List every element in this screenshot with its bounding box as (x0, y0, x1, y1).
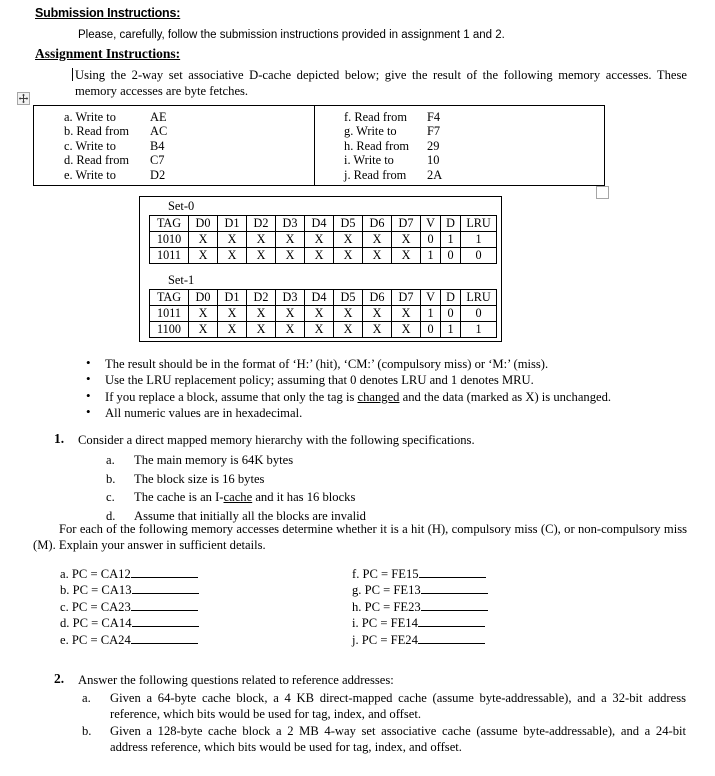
cell-d2: X (247, 232, 276, 248)
col-header-d1: D1 (218, 216, 247, 232)
table-row (150, 306, 497, 322)
cell-d4: X (305, 248, 334, 264)
access-value: 2A (427, 167, 443, 182)
table-row (150, 322, 497, 338)
pc-answer-blank[interactable] (132, 615, 199, 627)
q2-item (78, 723, 686, 756)
cell-d3: X (276, 306, 305, 322)
question-1-pc-right-column (352, 566, 488, 648)
pc-answer-row (60, 582, 199, 598)
cell-d7: X (392, 248, 421, 264)
access-label: b. Read from (64, 124, 130, 139)
cell-d6: X (363, 322, 392, 338)
access-label: d. Read from (64, 153, 130, 168)
cell-v: 0 (421, 232, 441, 248)
access-label: j. Read from (344, 167, 407, 182)
submission-instructions-text: Please, carefully, follow the submission instructions provided in assignment 1 and 2. (78, 29, 505, 41)
pc-label: a. PC = CA12 (60, 567, 131, 581)
cell-d7: X (392, 322, 421, 338)
access-label: c. Write to (64, 138, 116, 153)
cell-d6: X (363, 232, 392, 248)
spec-item (106, 451, 366, 470)
col-header-d2: D2 (247, 290, 276, 306)
question-2-items-list (78, 690, 686, 756)
cell-d1: X (218, 232, 247, 248)
rule-item (84, 356, 611, 372)
q2-label: b. (82, 723, 92, 738)
cell-d5: X (334, 306, 363, 322)
cache-diagram-box (139, 196, 502, 342)
q2-label: a. (82, 691, 91, 705)
pc-label: i. PC = FE14 (352, 616, 418, 631)
pc-label: b. PC = CA13 (60, 583, 132, 598)
pc-label: f. PC = FE15 (352, 567, 419, 581)
col-header-v: V (421, 290, 441, 306)
table-row (150, 232, 497, 248)
pc-answer-row (352, 566, 488, 582)
table-row (64, 110, 167, 124)
pc-answer-row (60, 566, 199, 582)
col-header-v: V (421, 216, 441, 232)
set-1-header-row (150, 290, 497, 306)
cell-d2: X (247, 306, 276, 322)
cell-dirty: 0 (441, 306, 461, 322)
pc-answer-blank[interactable] (418, 632, 485, 644)
pc-label: c. PC = CA23 (60, 599, 131, 614)
rule-text: Use the LRU replacement policy; assuming that 0 denotes LRU and 1 denotes MRU. (105, 373, 534, 388)
access-value: AC (150, 124, 168, 139)
cell-d3: X (276, 248, 305, 264)
pc-answer-blank[interactable] (419, 566, 486, 578)
memory-accesses-left-column (64, 110, 167, 182)
pc-answer-row (60, 599, 199, 615)
spec-label: a. (106, 453, 115, 467)
table-row (344, 168, 442, 182)
rule-text: All numeric values are in hexadecimal. (105, 405, 303, 420)
cell-v: 0 (421, 322, 441, 338)
col-header-dirty: D (441, 290, 461, 306)
table-row (64, 139, 167, 153)
access-label: f. Read from (344, 110, 407, 124)
col-header-d4: D4 (305, 216, 334, 232)
table-row (150, 248, 497, 264)
pc-answer-blank[interactable] (418, 615, 485, 627)
question-1-pc-left-column (60, 566, 199, 648)
cell-lru: 0 (461, 306, 497, 322)
pc-answer-row (60, 615, 199, 631)
cell-d4: X (305, 232, 334, 248)
cell-v: 1 (421, 306, 441, 322)
col-header-d0: D0 (189, 290, 218, 306)
q2-item (78, 690, 686, 723)
table-row (64, 124, 167, 138)
rule-text-part1: If you replace a block, assume that only the tag is (105, 389, 358, 404)
col-header-d2: D2 (247, 216, 276, 232)
set-1-label: Set-1 (168, 273, 195, 287)
col-header-d3: D3 (276, 290, 305, 306)
rule-item (84, 389, 611, 405)
spec-underlined-word: cache (223, 490, 253, 505)
col-header-d4: D4 (305, 290, 334, 306)
spec-text: Assume that initially all the blocks are invalid (134, 508, 366, 523)
pc-answer-blank[interactable] (132, 582, 199, 594)
pc-label: d. PC = CA14 (60, 616, 132, 631)
cell-d3: X (276, 322, 305, 338)
pc-answer-blank[interactable] (421, 599, 488, 611)
cell-d2: X (247, 248, 276, 264)
table-row (64, 168, 167, 182)
cell-lru: 1 (461, 232, 497, 248)
cell-tag: 1011 (150, 306, 189, 322)
cell-d1: X (218, 248, 247, 264)
cell-d6: X (363, 306, 392, 322)
access-value: 10 (427, 153, 440, 168)
pc-answer-blank[interactable] (131, 566, 198, 578)
set-0-label: Set-0 (168, 199, 195, 213)
question-1-specs-list (106, 451, 366, 525)
pc-label: e. PC = CA24 (60, 632, 131, 647)
set-1-table (149, 289, 497, 338)
spec-label: c. (106, 490, 115, 505)
cell-tag: 1010 (150, 232, 189, 248)
col-header-lru: LRU (461, 216, 497, 232)
table-resize-handle-icon[interactable] (596, 186, 609, 199)
cell-dirty: 1 (441, 322, 461, 338)
spec-item (106, 470, 366, 489)
cell-d1: X (218, 322, 247, 338)
pc-answer-blank[interactable] (131, 632, 198, 644)
cell-d0: X (189, 248, 218, 264)
col-header-tag: TAG (150, 216, 189, 232)
cell-d0: X (189, 306, 218, 322)
table-row (64, 153, 167, 167)
col-header-d5: D5 (334, 216, 363, 232)
col-header-d7: D7 (392, 290, 421, 306)
pc-answer-row (352, 599, 488, 615)
access-value: 29 (427, 138, 440, 153)
set-0-table (149, 215, 497, 264)
table-move-handle-icon[interactable] (17, 92, 30, 105)
pc-label: j. PC = FE24 (352, 632, 418, 647)
access-value: F4 (427, 110, 441, 124)
access-value: B4 (150, 138, 165, 153)
col-header-d6: D6 (363, 216, 392, 232)
memory-accesses-table (33, 105, 605, 186)
col-header-dirty: D (441, 216, 461, 232)
cell-d7: X (392, 232, 421, 248)
access-label: e. Write to (64, 167, 116, 182)
question-2-number: 2. (54, 671, 65, 686)
table-row (344, 139, 442, 153)
cell-d7: X (392, 306, 421, 322)
rule-underlined-word: changed (357, 389, 400, 404)
cell-d1: X (218, 306, 247, 322)
question-1-stem: Consider a direct mapped memory hierarchy with the following specifications. (78, 433, 475, 447)
spec-text-part2: and it has 16 blocks (252, 490, 356, 505)
memory-accesses-right-column (344, 110, 442, 182)
access-value: D2 (150, 167, 166, 182)
rule-item (84, 405, 611, 421)
question-2-stem: Answer the following questions related to reference addresses: (78, 673, 394, 687)
rules-bullet-list (84, 356, 611, 421)
cell-d0: X (189, 232, 218, 248)
access-label: a. Write to (64, 110, 116, 124)
question-1-number: 1. (54, 431, 65, 446)
assignment-intro-paragraph: Using the 2-way set associative D-cache depicted below; give the result of the following memory accesses. These memory accesses are byte fetches. (75, 68, 687, 98)
access-value: F7 (427, 124, 441, 139)
cell-dirty: 0 (441, 248, 461, 264)
spec-label: d. (106, 508, 116, 523)
submission-instructions-heading: Submission Instructions: (35, 6, 181, 20)
table-row (344, 110, 442, 124)
pc-label: h. PC = FE23 (352, 599, 421, 614)
col-header-d7: D7 (392, 216, 421, 232)
cell-tag: 1100 (150, 322, 189, 338)
access-label: g. Write to (344, 124, 397, 139)
spec-text-part1: The cache is an I- (134, 490, 224, 505)
col-header-tag: TAG (150, 290, 189, 306)
col-header-d5: D5 (334, 290, 363, 306)
cell-d2: X (247, 322, 276, 338)
cell-d4: X (305, 322, 334, 338)
text-caret-icon (72, 68, 73, 81)
pc-answer-row (352, 582, 488, 598)
cell-d4: X (305, 306, 334, 322)
cell-dirty: 1 (441, 232, 461, 248)
question-1-instruction: For each of the following memory accesses determine whether it is a hit (H), compulsory miss (C), or non-compulsory miss (M). Explain your answer in sufficient details. (33, 522, 687, 553)
col-header-d6: D6 (363, 290, 392, 306)
spec-text: The block size is 16 bytes (134, 471, 265, 486)
spec-item (106, 488, 366, 507)
assignment-instructions-heading: Assignment Instructions: (35, 46, 181, 61)
pc-answer-blank[interactable] (131, 599, 198, 611)
cell-d5: X (334, 232, 363, 248)
col-header-d0: D0 (189, 216, 218, 232)
cell-lru: 0 (461, 248, 497, 264)
cell-d0: X (189, 322, 218, 338)
cell-lru: 1 (461, 322, 497, 338)
rule-item (84, 372, 611, 388)
q2-text: Given a 64-byte cache block, a 4 KB direct-mapped cache (assume byte-addressable), and a 32-bit address reference, which bits would be used for tag, index, and offset. (110, 691, 686, 722)
access-value: AE (150, 110, 167, 124)
pc-answer-row (352, 632, 488, 648)
access-label: i. Write to (344, 153, 394, 168)
col-header-lru: LRU (461, 290, 497, 306)
cell-d3: X (276, 232, 305, 248)
pc-label: g. PC = FE13 (352, 583, 421, 598)
q2-text: Given a 128-byte cache block a 2 MB 4-way set associative cache (assume byte-addressable), and a 24-bit address reference, which bits would be used for tag, index, and offset. (110, 723, 686, 755)
access-value: C7 (150, 153, 165, 168)
table-column-divider (314, 106, 315, 185)
set-0-header-row (150, 216, 497, 232)
pc-answer-blank[interactable] (421, 582, 488, 594)
pc-answer-row (352, 615, 488, 631)
access-label: h. Read from (344, 138, 410, 153)
spec-label: b. (106, 471, 116, 486)
table-row (344, 124, 442, 138)
table-row (344, 153, 442, 167)
pc-answer-row (60, 632, 199, 648)
rule-text: The result should be in the format of ‘H:’ (hit), ‘CM:’ (compulsory miss) or ‘M:’ (miss). (105, 357, 549, 371)
cell-tag: 1011 (150, 248, 189, 264)
cell-d5: X (334, 322, 363, 338)
spec-text: The main memory is 64K bytes (134, 453, 294, 467)
cell-d6: X (363, 248, 392, 264)
cell-d5: X (334, 248, 363, 264)
cell-v: 1 (421, 248, 441, 264)
col-header-d1: D1 (218, 290, 247, 306)
col-header-d3: D3 (276, 216, 305, 232)
rule-text-part2: and the data (marked as X) is unchanged. (399, 389, 612, 404)
